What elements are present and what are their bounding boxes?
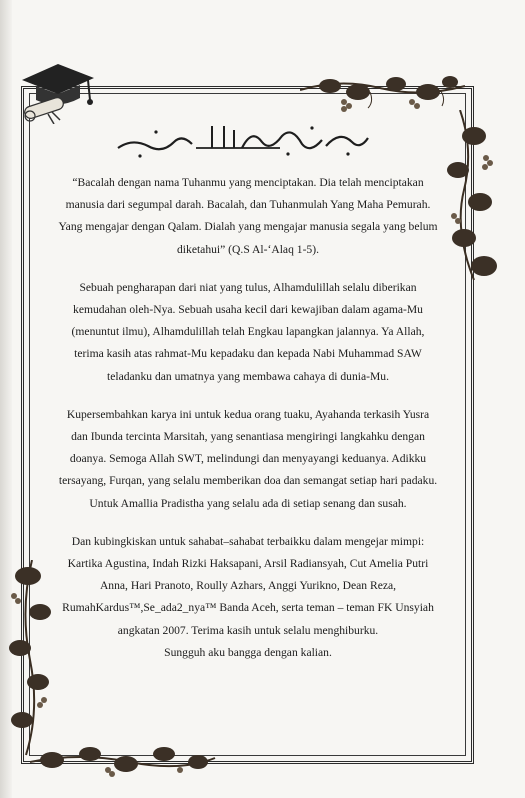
text-line: teladanku dan umatnya yang membawa cahaya di dunia-Mu.: [106, 369, 389, 383]
text-line: Kupersembahkan karya ini untuk kedua orang tuaku, Ayahanda terkasih Yusra: [66, 407, 430, 421]
dedication-text: [40, 172, 456, 680]
family-dedication-paragraph: [40, 404, 456, 515]
text-line: diketahui” (Q.S Al-‘Alaq 1-5).: [177, 242, 319, 256]
quote-paragraph: [40, 172, 456, 261]
friends-dedication-paragraph: [40, 531, 456, 664]
text-line: doanya. Semoga Allah SWT, melindungi dan menyayangi keduanya. Adikku: [69, 452, 427, 466]
text-line: Yang mengajar dengan Qalam. Dialah yang mengajar manusia segala yang belum: [58, 220, 438, 234]
text-line: tersayang, Furqan, yang selalu memberikan doa dan semangat setiap hari padaku.: [58, 474, 438, 488]
text-line: dan Ibunda tercinta Marsitah, yang senantiasa mengiringi langkahku dengan: [71, 430, 425, 444]
graduation-cap-icon: [18, 58, 96, 124]
text-line: terima kasih atas rahmat-Mu kepadaku dan kepada Nabi Muhammad SAW: [74, 347, 422, 361]
text-line: Kartika Agustina, Indah Rizki Haksapani, Arsil Radiansyah, Cut Amelia Putri: [67, 557, 429, 571]
text-line: “Bacalah dengan nama Tuhanmu yang menciptakan. Dia telah menciptakan: [72, 176, 424, 189]
gratitude-paragraph: [40, 277, 456, 388]
text-line: Sebuah pengharapan dari niat yang tulus, Alhamdulillah selalu diberikan: [79, 280, 417, 294]
text-line: Anna, Hari Pranoto, Roully Azhars, Anggi Yurikno, Dean Reza,: [99, 579, 397, 593]
vine-ornament-bottom-icon: [30, 740, 220, 780]
basmalah-calligraphy-icon: [112, 118, 372, 162]
text-line: angkatan 2007. Terima kasih untuk selalu menghiburku.: [117, 623, 379, 637]
text-line: RumahKardus™,Se_ada2_nya™ Banda Aceh, serta teman – teman FK Unsyiah: [62, 601, 434, 615]
text-line: kemudahan oleh-Nya. Sebuah usaha kecil dari kewajiban dalam agama-Mu: [73, 303, 423, 317]
text-line: Dan kubingkiskan untuk sahabat–sahabat terbaikku dalam mengejar mimpi:: [71, 534, 425, 548]
text-line: Sungguh aku bangga dengan kalian.: [164, 645, 332, 659]
text-line: manusia dari segumpal darah. Bacalah, dan Tuhanmulah Yang Maha Pemurah.: [65, 198, 431, 212]
text-line: Untuk Amallia Pradistha yang selalu ada di setiap senang dan susah.: [89, 496, 407, 510]
text-line: (menuntut ilmu), Alhamdulillah telah Engkau lapangkan jalannya. Ya Allah,: [71, 325, 425, 339]
